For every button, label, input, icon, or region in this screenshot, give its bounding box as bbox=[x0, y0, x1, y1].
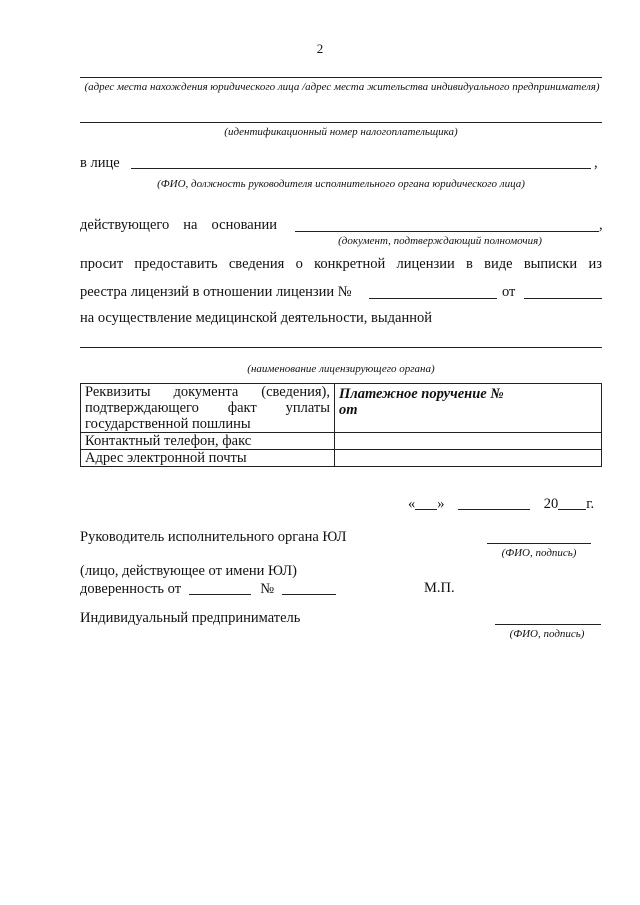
email-value-cell[interactable] bbox=[335, 450, 602, 467]
document-caption: (документ, подтверждающий полномочия) bbox=[338, 235, 542, 247]
year-suffix: г. bbox=[586, 496, 595, 512]
licensing-body-caption: (наименование лицензирующего органа) bbox=[247, 363, 435, 375]
request-word: о bbox=[295, 256, 303, 272]
table-row bbox=[81, 450, 602, 467]
day-field[interactable] bbox=[415, 495, 437, 510]
request-word: выписки bbox=[523, 256, 578, 272]
proxy-line bbox=[80, 580, 336, 598]
phone-fax-label: Контактный телефон, факс bbox=[81, 433, 335, 450]
license-number-field[interactable] bbox=[369, 298, 497, 299]
request-word: сведения bbox=[228, 256, 285, 272]
year-field[interactable] bbox=[558, 495, 586, 510]
request-word: виде bbox=[484, 256, 513, 272]
email-label: Адрес электронной почты bbox=[81, 450, 335, 467]
word: факт bbox=[227, 400, 257, 416]
inn-line bbox=[80, 122, 602, 123]
fee-label-line-2 bbox=[85, 400, 330, 416]
payment-order-label: Платежное поручение № bbox=[339, 386, 504, 402]
proxy-number-field[interactable] bbox=[282, 580, 336, 595]
proxy-number-sign: № bbox=[260, 581, 275, 597]
registry-text: реестра лицензий в отношении лицензии № bbox=[80, 284, 352, 300]
acting-word-1: действующего bbox=[80, 217, 170, 233]
request-word: просит bbox=[80, 256, 124, 272]
request-word: конкретной bbox=[314, 256, 386, 272]
head-signature-field[interactable] bbox=[487, 543, 591, 544]
acting-word-2: на bbox=[183, 217, 198, 233]
word: уплаты bbox=[285, 400, 330, 416]
word: документа bbox=[173, 384, 239, 400]
phone-fax-value-cell[interactable] bbox=[335, 433, 602, 450]
activity-text: на осуществление медицинской деятельности, выданной bbox=[80, 310, 432, 326]
acting-word-3: основании bbox=[211, 217, 277, 233]
table-row bbox=[81, 384, 602, 433]
signature-caption-2: (ФИО, подпись) bbox=[509, 628, 585, 640]
fee-label-line-3: государственной пошлины bbox=[85, 416, 251, 432]
request-word: лицензии bbox=[396, 256, 455, 272]
open-quote: « bbox=[408, 496, 416, 512]
fio-position-field[interactable] bbox=[131, 168, 591, 169]
page-number: 2 bbox=[316, 41, 324, 56]
comma-1: , bbox=[594, 155, 598, 171]
fee-label-line-1 bbox=[85, 384, 330, 400]
licensing-body-field[interactable] bbox=[80, 347, 602, 348]
proxy-date-field[interactable] bbox=[189, 580, 251, 595]
entrepreneur-signature-field[interactable] bbox=[495, 624, 601, 625]
document-field[interactable] bbox=[295, 231, 599, 232]
proxy-person-label: (лицо, действующее от имени ЮЛ) bbox=[80, 563, 297, 579]
word: (сведения), bbox=[261, 384, 330, 400]
signature-caption-1: (ФИО, подпись) bbox=[501, 547, 577, 559]
payment-order-date-label: от bbox=[339, 402, 358, 418]
comma-2: , bbox=[599, 217, 603, 233]
date-line bbox=[408, 495, 594, 513]
stamp-label: М.П. bbox=[424, 580, 455, 596]
word: Реквизиты bbox=[85, 384, 151, 400]
head-label: Руководитель исполнительного органа ЮЛ bbox=[80, 529, 347, 545]
ot-label: от bbox=[502, 284, 516, 300]
payment-details-table bbox=[80, 383, 602, 467]
request-word: предоставить bbox=[134, 256, 218, 272]
inn-caption: (идентификационный номер налогоплательщика) bbox=[224, 126, 458, 138]
payment-order-cell[interactable] bbox=[335, 384, 602, 433]
acting-basis-label bbox=[80, 217, 277, 234]
license-date-field[interactable] bbox=[524, 298, 602, 299]
request-word: в bbox=[466, 256, 473, 272]
address-caption: (адрес места нахождения юридического лица /адрес места жительства индивидуального предпринимателя) bbox=[84, 81, 600, 93]
request-word: из bbox=[588, 256, 602, 272]
word: подтверждающего bbox=[85, 400, 199, 416]
request-line bbox=[80, 256, 602, 273]
v-litse-label: в лице bbox=[80, 155, 120, 171]
address-line bbox=[80, 77, 602, 78]
proxy-prefix: доверенность от bbox=[80, 581, 182, 597]
entrepreneur-label: Индивидуальный предприниматель bbox=[80, 610, 301, 626]
fio-position-caption: (ФИО, должность руководителя исполнительного органа юридического лица) bbox=[157, 178, 525, 190]
close-quote: » bbox=[437, 496, 445, 512]
table-row bbox=[81, 433, 602, 450]
month-field[interactable] bbox=[458, 495, 530, 510]
fee-document-label bbox=[81, 384, 335, 433]
year-prefix: 20 bbox=[543, 496, 559, 512]
